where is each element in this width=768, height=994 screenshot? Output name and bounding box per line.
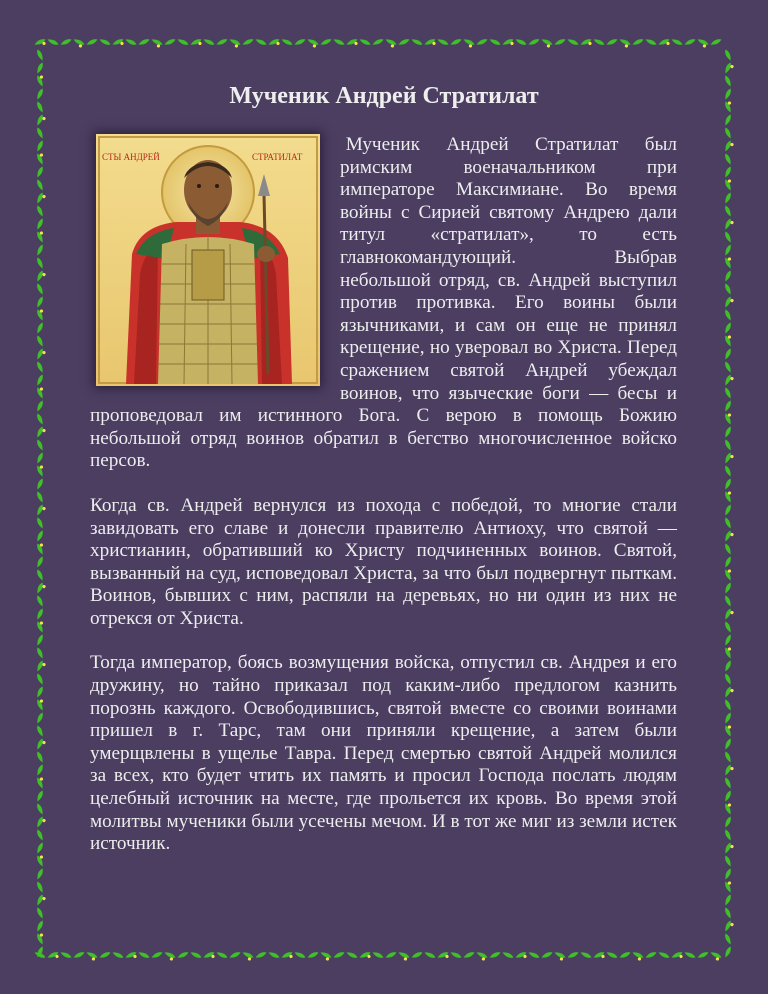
border-leaf [606, 38, 619, 47]
border-leaf [724, 231, 733, 244]
border-leaf [72, 38, 86, 49]
border-leaf [724, 790, 733, 803]
border-leaf [475, 951, 489, 962]
border-leaf [724, 256, 735, 270]
border-leaf [36, 725, 45, 738]
border-leaf [138, 38, 151, 47]
border-leaf [36, 803, 45, 816]
border-leaf [724, 62, 735, 76]
border-leaf [724, 400, 733, 413]
border-leaf [36, 816, 47, 830]
border-leaf [306, 38, 320, 49]
border-leaf [281, 951, 295, 962]
border-leaf [36, 686, 45, 699]
border-leaf [724, 361, 733, 374]
icon-inscription-right: СТРАТИЛАТ [252, 152, 303, 162]
border-leaf [724, 556, 733, 569]
border-leaf [710, 38, 723, 47]
border-leaf [724, 738, 733, 751]
border-leaf [724, 127, 733, 140]
border-leaf [163, 951, 177, 962]
border-leaf [242, 38, 255, 47]
border-leaf [724, 452, 735, 466]
border-leaf [489, 951, 502, 960]
border-leaf [359, 951, 373, 962]
border-leaf [724, 166, 733, 179]
border-leaf [36, 854, 47, 868]
border-leaf [36, 491, 45, 504]
icon-image-wrapper [96, 134, 320, 389]
border-leaf [724, 504, 733, 517]
border-leaf [724, 153, 733, 166]
border-leaf [36, 244, 45, 257]
border-leaf [528, 951, 541, 960]
border-leaf [85, 951, 99, 962]
border-leaf [36, 712, 45, 725]
border-leaf [724, 322, 733, 335]
border-leaf [112, 38, 126, 49]
border-leaf [645, 951, 658, 960]
border-leaf [346, 951, 359, 960]
border-leaf [724, 608, 735, 622]
border-leaf [724, 568, 735, 582]
border-leaf [36, 595, 45, 608]
border-leaf [36, 517, 45, 530]
border-leaf [86, 38, 99, 47]
border-leaf [47, 951, 61, 962]
page-title: Мученик Андрей Стратилат [229, 83, 539, 109]
border-leaf [631, 951, 645, 962]
border-leaf [36, 530, 45, 543]
border-leaf [36, 907, 45, 920]
border-leaf [177, 951, 190, 960]
border-leaf [619, 951, 632, 960]
border-leaf [437, 38, 450, 47]
border-leaf [36, 127, 45, 140]
border-leaf [724, 764, 735, 778]
border-leaf [724, 412, 735, 426]
border-leaf [36, 426, 47, 440]
paragraph-3: Тогда император, боясь возмущения войска, отпустил св. Андрея и его дружину, но тайно приказал под каким-либо предлогом казнить порознь каждого. Освободившись, святой вместе со своими воинами пришел в г. Тарс, там они приняли крещение, а затем были умерщвлены в ущелье Тавра. Перед смертью святой Андрей молился за всех, кто будет чтить их память и просил Господа послать людям целебный источник на месте, где прольется их кровь. Во время этой молитвы мученики были усечены мечом. И в тот же миг из земли истек источник. [90, 652, 677, 855]
border-leaf [724, 868, 733, 881]
border-leaf [36, 348, 47, 362]
border-leaf [36, 647, 45, 660]
border-leaf [36, 257, 45, 270]
border-leaf [36, 569, 45, 582]
border-leaf [36, 179, 45, 192]
border-leaf [724, 426, 733, 439]
border-leaf [724, 802, 735, 816]
border-leaf [724, 218, 735, 232]
border-leaf [424, 38, 438, 49]
border-leaf [36, 205, 45, 218]
border-leaf [36, 620, 47, 634]
border-leaf [255, 38, 268, 47]
border-leaf [724, 946, 733, 959]
border-leaf [462, 38, 476, 49]
border-leaf [36, 790, 45, 803]
border-leaf [724, 686, 735, 700]
border-leaf [724, 283, 733, 296]
border-leaf [724, 439, 733, 452]
border-leaf [36, 308, 47, 322]
border-leaf [724, 880, 735, 894]
border-leaf [319, 951, 333, 962]
border-leaf [36, 881, 45, 894]
border-leaf [724, 673, 733, 686]
border-leaf [658, 38, 672, 49]
border-leaf [724, 816, 733, 829]
border-leaf [385, 951, 398, 960]
border-leaf [241, 951, 255, 962]
border-leaf [36, 283, 45, 296]
border-leaf [36, 296, 45, 309]
border-leaf [724, 660, 733, 673]
border-leaf [437, 951, 451, 962]
border-leaf [541, 951, 554, 960]
border-leaf [36, 582, 47, 596]
border-leaf [151, 951, 164, 960]
border-leaf [724, 543, 733, 556]
border-leaf [580, 951, 593, 960]
border-leaf [397, 951, 411, 962]
article-body [90, 134, 677, 856]
border-leaf [398, 38, 411, 47]
border-leaf [724, 270, 733, 283]
border-leaf [724, 387, 733, 400]
border-leaf [36, 464, 47, 478]
border-leaf [36, 400, 45, 413]
border-leaf [724, 777, 733, 790]
border-leaf [36, 932, 47, 946]
border-leaf [411, 951, 424, 960]
border-leaf [229, 951, 242, 960]
border-leaf [724, 646, 735, 660]
border-leaf [203, 38, 216, 47]
border-leaf [724, 178, 735, 192]
border-leaf [684, 951, 697, 960]
border-leaf [36, 322, 45, 335]
border-leaf [36, 920, 45, 933]
border-leaf [36, 776, 47, 790]
border-leaf [658, 951, 671, 960]
border-leaf [190, 951, 203, 960]
border-leaf [36, 673, 45, 686]
border-leaf [138, 951, 151, 960]
border-leaf [320, 38, 333, 47]
border-leaf [36, 270, 47, 284]
border-leaf [36, 413, 45, 426]
border-leaf [203, 951, 217, 962]
border-leaf [540, 38, 554, 49]
border-leaf [724, 114, 733, 127]
border-leaf [724, 490, 735, 504]
border-leaf [632, 38, 645, 47]
border-leaf [36, 62, 45, 75]
icon-inscription-left: СТЫ АНДРЕЙ [102, 152, 160, 162]
border-leaf [36, 660, 47, 674]
border-leaf [724, 296, 735, 310]
border-leaf [36, 556, 45, 569]
border-leaf [450, 951, 463, 960]
border-leaf [489, 38, 502, 47]
border-leaf [502, 951, 515, 960]
border-leaf [36, 439, 45, 452]
border-leaf [411, 38, 424, 47]
border-leaf [724, 724, 735, 738]
border-leaf [99, 951, 112, 960]
border-leaf [724, 634, 733, 647]
border-leaf [216, 38, 229, 47]
border-leaf [724, 309, 733, 322]
border-leaf [580, 38, 594, 49]
border-leaf [281, 38, 294, 47]
border-leaf [724, 140, 735, 154]
border-leaf [36, 230, 47, 244]
border-leaf [463, 951, 476, 960]
border-leaf [177, 38, 190, 47]
border-leaf [709, 951, 723, 962]
border-leaf [424, 951, 437, 960]
border-leaf [125, 38, 138, 47]
border-leaf [36, 842, 45, 855]
border-leaf [36, 335, 45, 348]
border-leaf [268, 38, 282, 49]
border-leaf [36, 608, 45, 621]
border-leaf [724, 530, 735, 544]
border-leaf [36, 894, 47, 908]
border-leaf [36, 140, 45, 153]
border-leaf [216, 951, 229, 960]
border-leaf [36, 374, 45, 387]
border-leaf [164, 38, 177, 47]
border-leaf [36, 634, 45, 647]
border-leaf [567, 38, 580, 47]
border-leaf [36, 698, 47, 712]
border-leaf [36, 114, 47, 128]
border-leaf [36, 218, 45, 231]
border-leaf [724, 49, 733, 62]
border-leaf [724, 192, 733, 205]
border-leaf [255, 951, 268, 960]
border-leaf [190, 38, 204, 49]
border-leaf [294, 951, 307, 960]
border-leaf [724, 374, 735, 388]
border-leaf [724, 621, 733, 634]
border-leaf [47, 38, 60, 47]
border-leaf [36, 829, 45, 842]
saint-icon-image [96, 134, 320, 386]
border-leaf [294, 38, 307, 47]
border-leaf [724, 517, 733, 530]
border-leaf [593, 951, 607, 962]
border-leaf [724, 907, 733, 920]
border-leaf [645, 38, 658, 47]
border-leaf [724, 751, 733, 764]
border-leaf [724, 699, 733, 712]
border-leaf [724, 244, 733, 257]
border-leaf [606, 951, 619, 960]
border-leaf [150, 38, 164, 49]
border-leaf [528, 38, 541, 47]
border-leaf [36, 764, 45, 777]
border-leaf [724, 465, 733, 478]
border-leaf [112, 951, 125, 960]
border-leaf [36, 166, 45, 179]
border-leaf [36, 751, 45, 764]
border-leaf [724, 933, 733, 946]
border-leaf [724, 582, 733, 595]
border-leaf [696, 38, 710, 49]
border-leaf [372, 38, 385, 47]
border-leaf [724, 205, 733, 218]
border-leaf [125, 951, 139, 962]
border-leaf [724, 334, 735, 348]
border-leaf [36, 386, 47, 400]
paragraph-1: Мученик Андрей Стратилат был римским военачальником при императоре Максимиане. Во время войны с Сирией святому Андрею дали титул «стратилат», то есть главнокомандующий. Выбрав небольшой отряд, св. Андрей выступил против противка. Его воины были язычниками, и сам он еще не принял крещение, но уверовал во Христа. Перед сражением святой Андрей убеждал воинов, что языческие боги — бесы и проповедовал им истинного Бога. С верою в помощь Божию небольшой отряд воинов обратил в бегство многочисленное войско персов. [90, 134, 677, 472]
border-leaf [333, 951, 346, 960]
border-leaf [36, 452, 45, 465]
paragraph-2: Когда св. Андрей вернулся из похода с победой, то многие стали завидовать его славе и донесли правителю Антиоху, что святой — христианин, обративший ко Христу подчиненных воинов. Святой, вызванный на суд, исповедовал Христа, за что был подвергнут пыткам. Воинов, бывших с ним, распяли на деревьях, но ни один из них не отрекся от Христа. [90, 494, 677, 629]
border-leaf [333, 38, 346, 47]
border-leaf [684, 38, 697, 47]
border-leaf [228, 38, 242, 49]
border-leaf [515, 38, 528, 47]
border-leaf [671, 38, 684, 47]
border-leaf [515, 951, 529, 962]
border-leaf [724, 829, 733, 842]
border-leaf [671, 951, 685, 962]
border-leaf [553, 951, 567, 962]
border-leaf [593, 38, 606, 47]
border-leaf [60, 38, 73, 47]
border-leaf [36, 152, 47, 166]
border-leaf [724, 920, 735, 934]
border-leaf [384, 38, 398, 49]
border-leaf [450, 38, 463, 47]
border-leaf [724, 712, 733, 725]
border-leaf [724, 595, 733, 608]
border-leaf [36, 542, 47, 556]
border-leaf [724, 855, 733, 868]
border-leaf [476, 38, 489, 47]
border-leaf [502, 38, 516, 49]
border-leaf [36, 504, 47, 518]
border-leaf [36, 49, 45, 62]
border-leaf [36, 192, 47, 206]
border-leaf [724, 348, 733, 361]
border-leaf [346, 38, 360, 49]
border-leaf [34, 38, 48, 49]
border-leaf [724, 894, 733, 907]
border-leaf [724, 478, 733, 491]
border-leaf [697, 951, 710, 960]
border-leaf [99, 38, 112, 47]
border-leaf [372, 951, 385, 960]
border-leaf [73, 951, 86, 960]
border-leaf [359, 38, 372, 47]
border-leaf [36, 478, 45, 491]
border-leaf [36, 738, 47, 752]
border-leaf [36, 361, 45, 374]
border-leaf [268, 951, 281, 960]
border-leaf [554, 38, 567, 47]
border-leaf [724, 842, 735, 856]
border-leaf [618, 38, 632, 49]
border-leaf [60, 951, 73, 960]
border-leaf [567, 951, 580, 960]
border-leaf [36, 868, 45, 881]
border-leaf [307, 951, 320, 960]
